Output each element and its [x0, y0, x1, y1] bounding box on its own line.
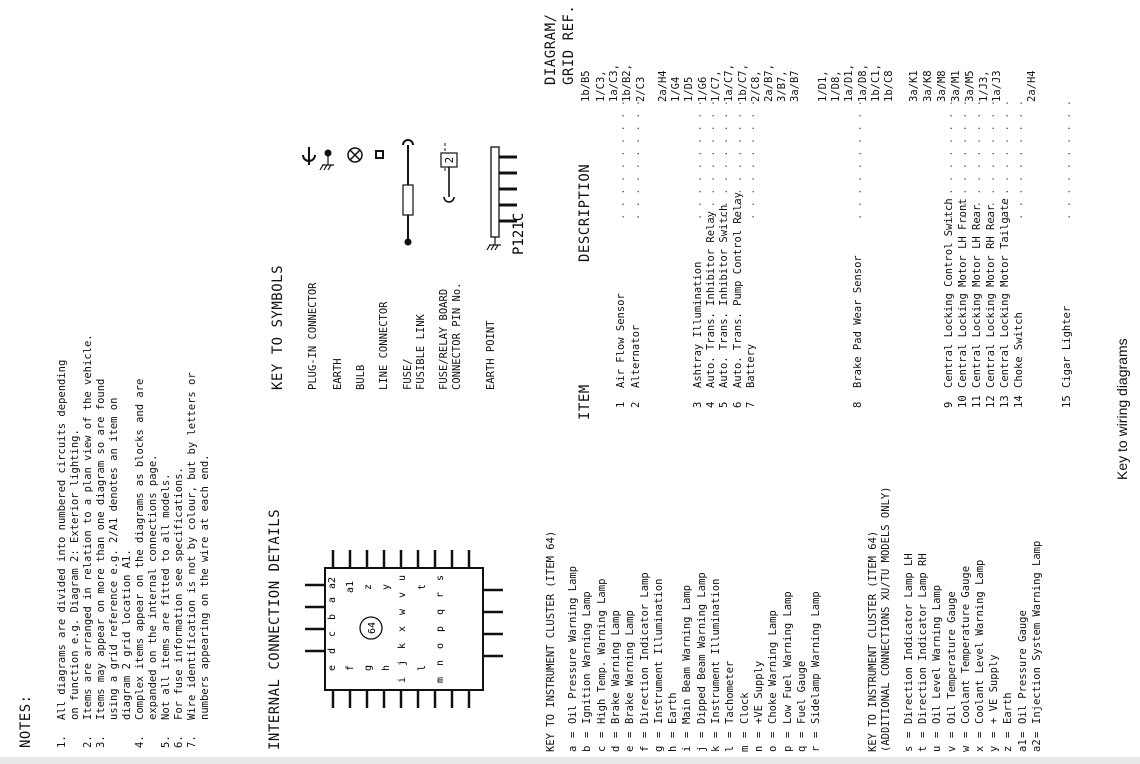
pin-label: f: [345, 664, 356, 672]
note-text: expanded on the internal connections page.: [147, 454, 159, 720]
pin-label: u: [397, 574, 408, 582]
pin-label: k: [397, 642, 408, 650]
grid-reference: 1a/C7,: [723, 64, 736, 102]
key1-letter: k: [710, 745, 722, 752]
key1-desc: Tachometer: [724, 660, 737, 724]
notes-heading: NOTES:: [18, 694, 34, 748]
leader-dots: . . . . . . . . . .: [971, 99, 983, 220]
key1-letter: o: [767, 745, 780, 752]
equals-sign: =: [781, 731, 794, 738]
note-text: using a grid reference e.g. 2/A1 denotes an item on: [108, 397, 120, 720]
pin-label: g: [363, 664, 374, 672]
grid-reference: 3a/M5: [964, 70, 976, 102]
earth-point-icon: [491, 147, 499, 237]
equals-sign: =: [1030, 731, 1043, 738]
grid-reference: 1/C7,: [710, 70, 723, 102]
equals-sign: =: [609, 731, 622, 738]
key1-desc: High Temp. Warning Lamp: [595, 578, 608, 724]
equals-sign: =: [624, 731, 637, 738]
leader-dots: . . . . . . . . . .: [999, 99, 1011, 220]
item-number: 8: [852, 401, 864, 408]
key1-desc: +VE Supply: [752, 660, 765, 724]
key2-letter: a1: [1016, 739, 1029, 752]
grid-reference: 1/G4: [670, 76, 683, 102]
key1-desc: Instrument Illumination: [652, 578, 665, 724]
grid-reference: 1/G6: [697, 76, 709, 102]
grid-reference: 2a/H4: [657, 70, 669, 102]
fuse-relay-pin-icon: [444, 167, 454, 202]
key2-letter: v: [945, 745, 958, 752]
item-number: 7: [745, 401, 757, 408]
equals-sign: =: [974, 731, 986, 738]
pin-label: i: [397, 676, 408, 684]
equals-sign: =: [959, 731, 972, 738]
equals-sign: =: [931, 731, 944, 738]
item-number: 13: [999, 395, 1011, 408]
equals-sign: =: [795, 731, 808, 738]
fuse-icon: [403, 185, 413, 215]
key1-desc: Dipped Beam Warning Lamp: [695, 572, 708, 724]
note-number: 1.: [56, 735, 68, 748]
item-description: Central Locking Motor LH Rear: [971, 204, 983, 388]
note-text: Complex items appear on the diagrams as blocks and are: [134, 378, 146, 720]
leader-dots: . . . . . . . . . .: [1013, 99, 1025, 220]
pin-label: m: [435, 676, 446, 684]
key1-letter: d: [609, 745, 622, 752]
key1-rotated: [545, 512, 845, 752]
key1-desc: Fuel Gauge: [795, 660, 808, 724]
leader-dots: . . . . . . . . . .: [692, 99, 704, 220]
pin-label: b: [327, 613, 338, 621]
key1-desc: Instrument Illumination: [710, 578, 722, 724]
symbol-label: FUSIBLE LINK: [415, 314, 427, 390]
key2-desc: Injection System Warning Lamp: [1030, 540, 1043, 724]
note-text: Wire identification is not by colour, but by letters or: [186, 372, 198, 720]
key1-letter: c: [595, 745, 608, 752]
pin-label: p: [435, 625, 446, 633]
item-description: Central Locking Motor Tailgate: [999, 198, 1011, 388]
item-description: Ashtray Illumination: [692, 261, 704, 388]
symbol-label: EARTH POINT: [485, 320, 497, 390]
leader-dots: . . . . . . . . . .: [985, 99, 997, 220]
pin-label: h: [381, 664, 392, 672]
key2-desc: Oil Pressure Gauge: [1016, 610, 1029, 724]
grid-reference: 3a/K8: [922, 70, 934, 102]
equals-sign: =: [681, 731, 694, 738]
key2-desc: Direction Indicator Lamp LH: [903, 553, 915, 724]
fuse-icon: [405, 239, 412, 246]
key1-desc: Oil Pressure Warning Lamp: [567, 565, 579, 724]
pin-label: r: [435, 591, 446, 599]
pin-label: o: [435, 642, 446, 650]
equals-sign: =: [752, 731, 765, 738]
grid-reference: 3/B7,: [776, 70, 789, 102]
equals-sign: =: [738, 731, 751, 738]
pin-label: j: [397, 659, 408, 667]
key1-letter: f: [638, 745, 651, 752]
symbol-label: LINE CONNECTOR: [378, 301, 390, 390]
equals-sign: =: [581, 731, 594, 738]
grid-reference: 1/D1,: [817, 70, 829, 102]
item-number: 3: [692, 401, 704, 408]
key2-desc: Coolant Level Warning Lamp: [974, 559, 986, 724]
grid-reference: 3a/K1: [908, 70, 920, 102]
caption-rotated: [1114, 300, 1134, 480]
key2-letter: u: [931, 745, 944, 752]
key1-letter: i: [681, 745, 694, 752]
leader-dots: . . . . . . . . . .: [852, 99, 864, 220]
grid-reference: 1a/D1,: [843, 64, 856, 102]
note-number: 7.: [186, 735, 198, 748]
note-text: diagram 2 grid location A1.: [121, 549, 133, 720]
key1-letter: q: [795, 745, 808, 752]
symbols-heading: KEY TO SYMBOLS: [270, 264, 286, 390]
pin-label: v: [397, 591, 408, 599]
grid-reference: 1a/C3,: [608, 64, 621, 102]
grid-reference: 2/C8,: [749, 70, 762, 102]
pin-label: n: [435, 659, 446, 667]
note-number: 5.: [160, 735, 172, 748]
key1-desc: Brake Warning Lamp: [624, 610, 637, 724]
pin-label: w: [397, 608, 408, 616]
item-description: Air Flow Sensor: [615, 293, 627, 388]
equals-sign: =: [767, 731, 780, 738]
key1-desc: Earth: [667, 692, 680, 724]
equals-sign: =: [724, 731, 737, 738]
symbols-icons: [295, 135, 555, 315]
instrument-cluster-connector-diagram: [305, 540, 505, 710]
col-desc-header: DESCRIPTION: [577, 163, 593, 262]
item-number: 2: [630, 401, 642, 408]
equals-sign: =: [1016, 731, 1029, 738]
item-number: 4: [705, 401, 717, 408]
pin-label: y: [381, 583, 392, 591]
key2-desc: Oil Temperature Gauge: [945, 591, 958, 724]
grid-reference: 2a/B7,: [763, 64, 775, 102]
earth-point-tag: P121C: [511, 212, 527, 255]
item-description: Battery: [745, 343, 757, 388]
key1-desc: Low Fuel Warning Lamp: [781, 591, 794, 724]
item-description: Central Locking Motor RH Rear: [985, 204, 997, 388]
key1-desc: Main Beam Warning Lamp: [681, 584, 694, 724]
leader-dots: . . . . . . . . . .: [732, 99, 744, 220]
symbol-label: EARTH: [332, 358, 344, 390]
item-description: Brake Pad Wear Sensor: [852, 255, 864, 388]
grid-reference: 1/D8,: [830, 70, 843, 102]
grid-reference: 1a/J3: [991, 70, 1004, 102]
item-number: 6: [732, 401, 744, 408]
pin-label: x: [397, 625, 408, 633]
equals-sign: =: [638, 731, 651, 738]
key2-desc: Oil Level Warning Lamp: [931, 584, 944, 724]
equals-sign: =: [945, 731, 958, 738]
pin-label: d: [327, 647, 338, 655]
leader-dots: . . . . . . . . . .: [718, 99, 730, 220]
item-description: Auto. Trans. Inhibitor Switch: [718, 204, 730, 388]
key1-title: KEY TO INSTRUMENT CLUSTER (ITEM 64): [545, 530, 557, 752]
key1-letter: a: [567, 745, 579, 752]
key2-letter: w: [959, 745, 972, 752]
pin-label: t: [417, 583, 428, 591]
item-number: 10: [957, 395, 969, 408]
pin-label: c: [327, 630, 338, 638]
symbol-label: FUSE/: [402, 358, 414, 390]
key2-rotated: [867, 452, 1067, 752]
leader-dots: . . . . . . . . . .: [745, 99, 757, 220]
symbol-label: FUSE/RELAY BOARD: [438, 288, 450, 390]
symbol-label: BULB: [355, 364, 367, 390]
grid-reference: 1/J3,: [978, 70, 990, 102]
item-description: Choke Switch: [1013, 312, 1025, 388]
grid-reference: 1/D5: [683, 76, 696, 102]
note-number: 3.: [95, 735, 107, 748]
key1-letter: m: [738, 745, 751, 752]
item-description: Auto. Trans. Pump Control Relay: [732, 192, 744, 388]
col-item-header: ITEM: [577, 384, 593, 420]
key2-desc: Coolant Temperature Gauge: [959, 565, 972, 724]
item-number: 11: [971, 395, 983, 408]
equals-sign: =: [810, 731, 823, 738]
pin-label: q: [435, 608, 446, 616]
key2-letter: x: [974, 745, 986, 752]
key1-letter: b: [581, 745, 594, 752]
pin-label: s: [435, 574, 446, 582]
item-number: 5: [718, 401, 730, 408]
key1-letter: g: [652, 745, 665, 752]
equals-sign: =: [595, 731, 608, 738]
equals-sign: =: [667, 731, 680, 738]
circle-label: 64: [367, 621, 378, 635]
grid-reference: 2a/H4: [1026, 70, 1038, 102]
key2-letter: a2: [1030, 739, 1043, 752]
note-text: For fuse information see specifications.: [173, 467, 185, 720]
equals-sign: =: [903, 731, 915, 738]
note-number: 4.: [134, 735, 146, 748]
note-number: 2.: [82, 735, 94, 748]
equals-sign: =: [1002, 731, 1015, 738]
key2-desc: Direction Indicator Lamp RH: [917, 553, 930, 724]
grid-reference: 1a/D8,: [856, 64, 869, 102]
notes-rotated: [18, 248, 258, 748]
equals-sign: =: [567, 731, 579, 738]
item-description: Auto. Trans. Inhibitor Relay: [705, 210, 717, 388]
leader-dots: . . . . . . . . . .: [705, 99, 717, 220]
line-connector-icon: [377, 152, 382, 157]
key2-subtitle: (ADDITIONAL CONNECTIONS XU/TU MODELS ONLY): [880, 486, 892, 752]
key1-desc: Direction Indicator Lamp: [638, 572, 651, 724]
item-description: Central Locking Control Switch: [943, 198, 955, 388]
key1-letter: l: [724, 745, 737, 752]
note-text: numbers appearing on the wire at each end.: [199, 454, 211, 720]
key1-letter: p: [781, 745, 794, 752]
key1-desc: Brake Warning Lamp: [609, 610, 622, 724]
key1-letter: h: [667, 745, 680, 752]
pin-number: 2: [443, 156, 456, 164]
key2-letter: y: [988, 745, 1001, 752]
pin-label: a: [327, 596, 338, 604]
grid-reference: 1b/C8: [883, 70, 895, 102]
note-number: 6.: [173, 735, 185, 748]
grid-reference: 1/C3,: [595, 70, 607, 102]
bulb-icon: [350, 150, 360, 160]
item-description: Central Locking Motor LH Front: [957, 198, 969, 388]
key1-letter: e: [624, 745, 637, 752]
equals-sign: =: [710, 731, 722, 738]
col-ref-header: GRID REF.: [561, 4, 577, 85]
col-ref-header: DIAGRAM/: [543, 13, 559, 85]
pin-label: e: [327, 664, 338, 672]
note-text: Items may appear on more than one diagram so are found: [95, 378, 107, 720]
key1-letter: r: [810, 745, 823, 752]
key2-title: KEY TO INSTRUMENT CLUSTER (ITEM 64): [867, 530, 879, 752]
item-description: Cigar Lighter: [1061, 305, 1073, 388]
symbol-label: CONNECTOR PIN No.: [451, 282, 463, 390]
item-number: 9: [943, 401, 955, 408]
equals-sign: =: [917, 731, 930, 738]
leader-dots: . . . . . . . . . .: [630, 99, 642, 220]
equals-sign: =: [988, 731, 1001, 738]
symbol-label: PLUG-IN CONNECTOR: [307, 282, 319, 390]
key2-letter: z: [1002, 745, 1015, 752]
key1-desc: Choke Warning Lamp: [767, 610, 780, 724]
grid-reference: 1b/C7,: [736, 64, 749, 102]
items-table-rotated: [543, 0, 1077, 420]
item-number: 15: [1061, 395, 1073, 408]
note-text: Items are arranged in relation to a plan view of the vehicle.: [82, 334, 94, 720]
item-number: 14: [1013, 395, 1025, 408]
grid-reference: 3a/M8: [936, 70, 948, 102]
grid-reference: 3a/M1: [950, 70, 962, 102]
internal-rotated: [267, 480, 297, 750]
caption-text: Key to wiring diagrams: [1114, 338, 1130, 480]
key1-letter: n: [752, 745, 765, 752]
leader-dots: . . . . . . . . . .: [1061, 99, 1073, 220]
key1-desc: Ignition Warning Lamp: [581, 591, 594, 724]
leader-dots: . . . . . . . . . .: [957, 99, 969, 220]
pin-label: a1: [345, 580, 356, 594]
item-number: 1: [615, 401, 627, 408]
pin-label: l: [417, 664, 428, 672]
key1-desc: Sidelamp Warning Lamp: [810, 591, 823, 724]
note-text: on function e.g. Diagram 2: Exterior lighting.: [69, 429, 81, 720]
grid-reference: 1b/B5: [580, 70, 592, 102]
fuse-icon: [403, 140, 413, 185]
key1-letter: j: [695, 745, 708, 752]
internal-heading: INTERNAL CONNECTION DETAILS: [267, 508, 283, 750]
equals-sign: =: [652, 731, 665, 738]
item-description: Alternator: [630, 324, 642, 388]
grid-reference: 3a/B7: [789, 70, 802, 102]
bottom-strip: [0, 757, 1140, 764]
key2-desc: + VE Supply: [988, 654, 1001, 724]
pin-label: a2: [327, 576, 338, 590]
grid-reference: 1b/B2,: [621, 64, 634, 102]
note-text: Not all items are fitted to all models.: [160, 473, 172, 720]
grid-reference: 2/C3: [634, 76, 647, 102]
leader-dots: . . . . . . . . . .: [615, 99, 627, 220]
equals-sign: =: [695, 731, 708, 738]
key1-desc: Clock: [738, 692, 751, 724]
key2-letter: t: [917, 745, 930, 752]
key2-desc: Earth: [1002, 692, 1015, 724]
earth-point-icon: [487, 237, 501, 250]
key2-letter: s: [903, 745, 915, 752]
grid-reference: 1b/C1,: [869, 64, 882, 102]
leader-dots: . . . . . . . . . .: [943, 99, 955, 220]
pin-label: z: [363, 583, 374, 591]
note-text: All diagrams are divided into numbered circuits depending: [56, 359, 68, 720]
item-number: 12: [985, 395, 997, 408]
